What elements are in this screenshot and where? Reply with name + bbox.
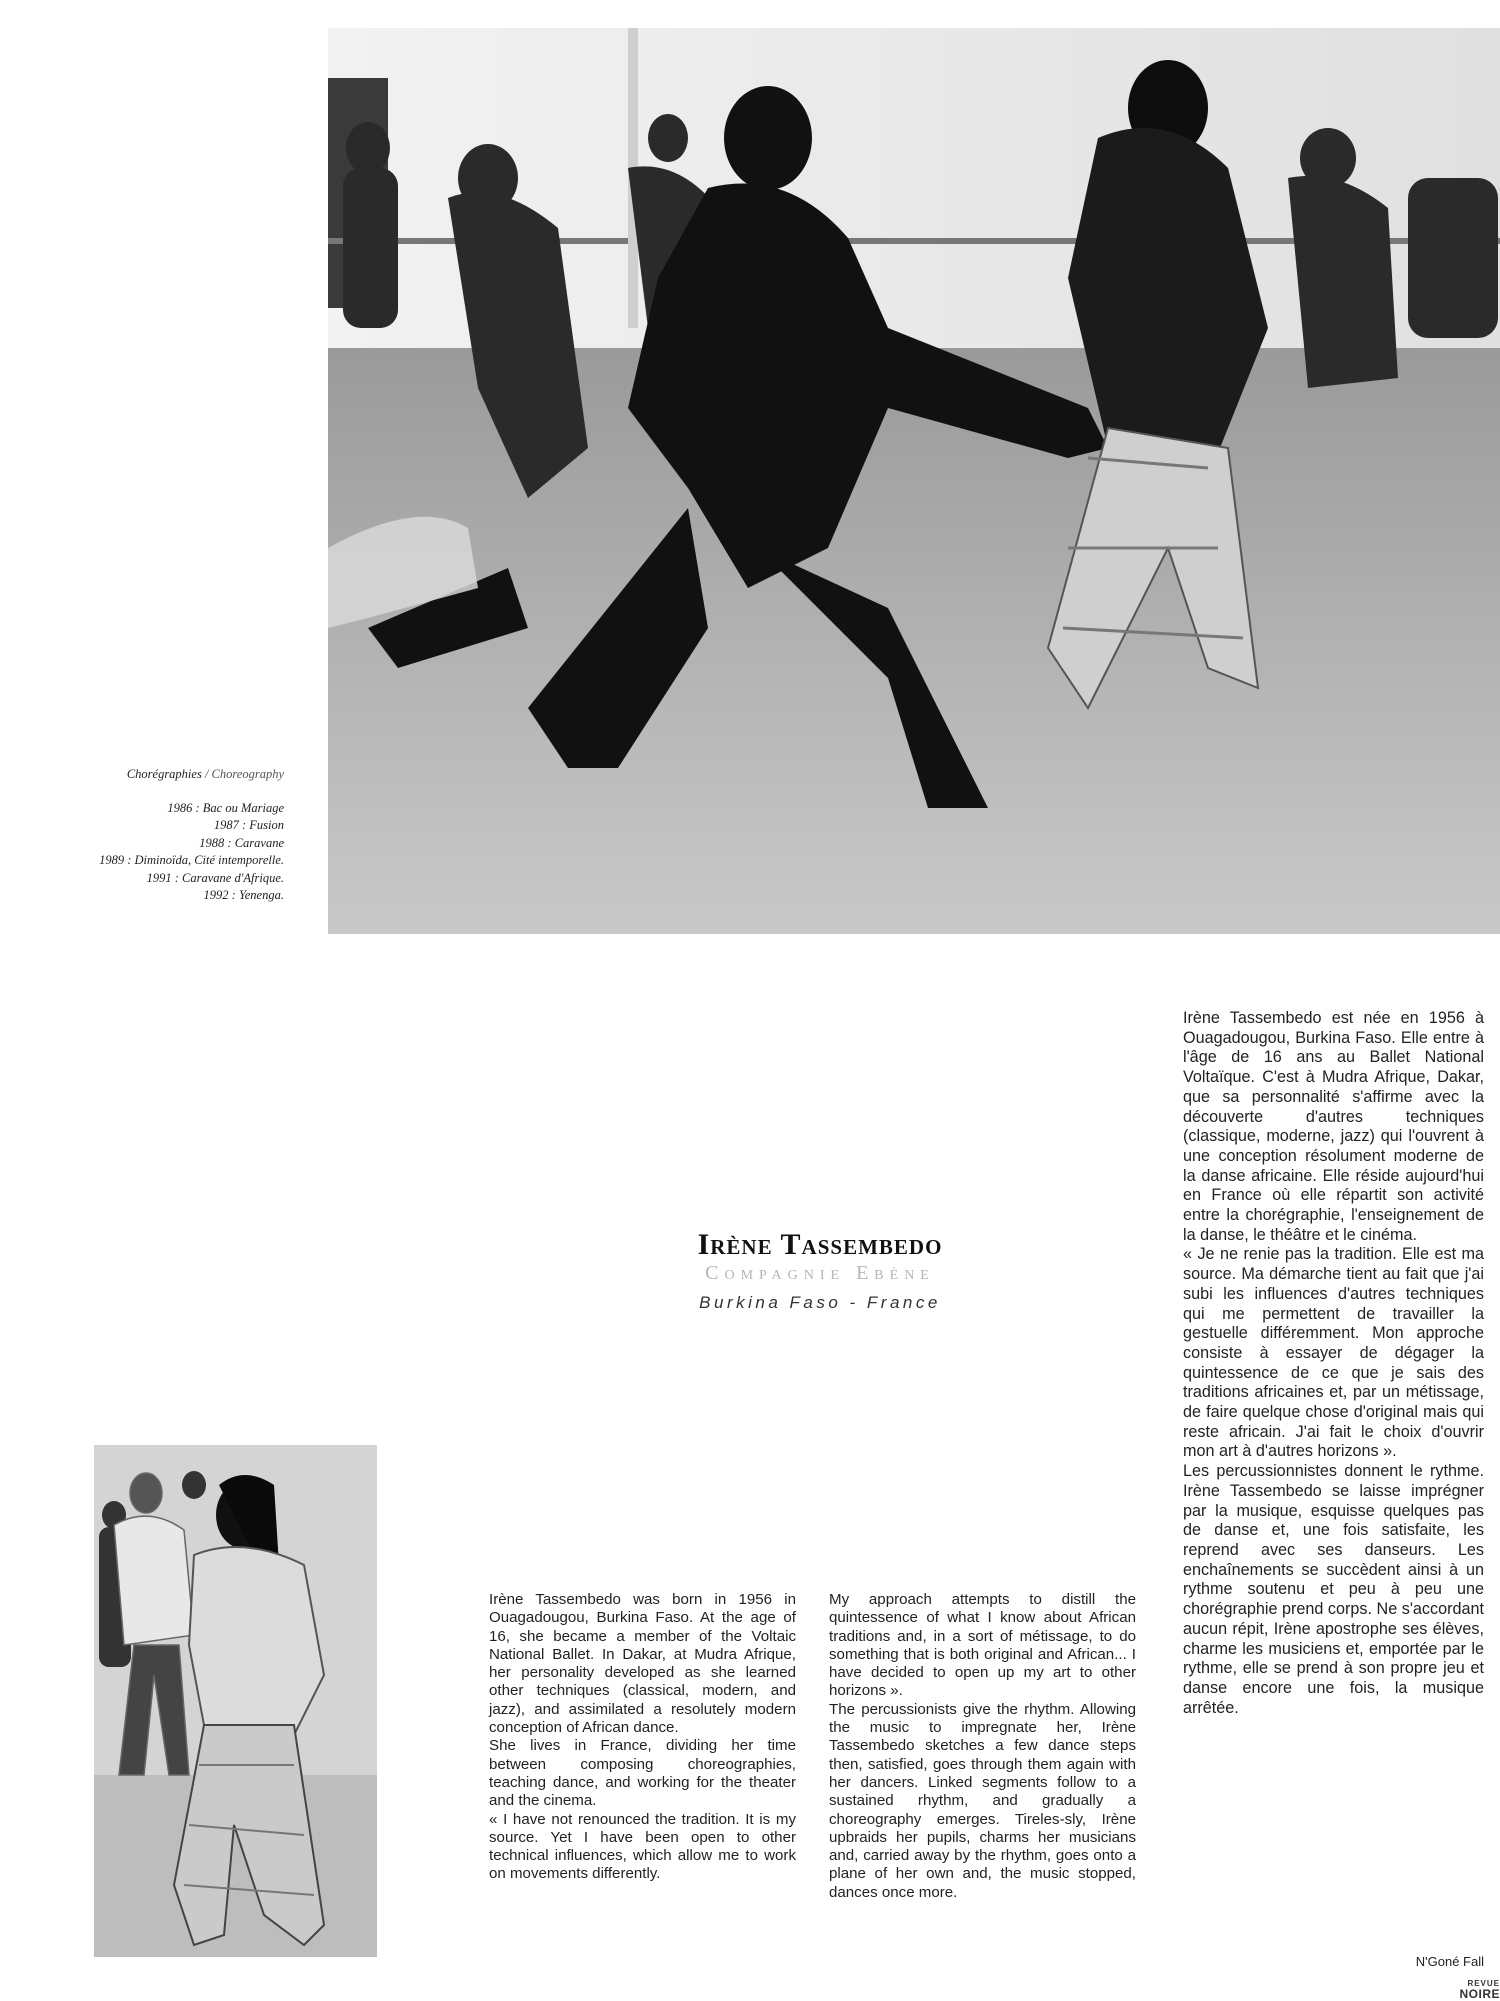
choreography-heading — [99, 766, 284, 784]
choreography-heading-en: Choreography — [211, 767, 284, 781]
english-paragraph: The percussionists give the rhythm. Allowing the music to impregnate her, Irène Tassembedo sketches a few dance steps then, satisfied, goes through them again with her dancers. Linked segments follow to a sustained rhythm, and gradually a choreography emerges. Tireles-sly, Irène upbraids her pupils, charms her musicians and, carried away by the rhythm, goes onto a plane of her own and, the music stopped, dances once more. — [829, 1700, 1136, 1901]
english-paragraph: She lives in France, dividing her time between composing choreographies, teaching dance, and working for the theater and the cinema. — [489, 1737, 796, 1810]
english-paragraph: Irène Tassembedo was born in 1956 in Ouagadougou, Burkina Faso. At the age of 16, she became a member of the Voltaic National Ballet. In Dakar, at Mudra Afrique, her personality developed as she learned other techniques (classical, modern, and jazz), and assimilated a resolutely modern conception of African dance. — [489, 1591, 796, 1737]
choreography-item: 1992 : Yenenga. — [203, 888, 284, 902]
artist-name: Irène Tassembedo — [697, 1228, 943, 1261]
company-name: Compagnie Ebène — [705, 1262, 935, 1284]
choreography-item: 1988 : Caravane — [199, 835, 284, 850]
main-dance-photo — [328, 28, 1500, 934]
choreography-list — [99, 766, 284, 905]
french-paragraph: « Je ne renie pas la tradition. Elle est ma source. Ma démarche tient au fait que j'ai subi les influences d'autres techniques qui me permettent de travailler la gestuelle différemment. Mon approche consiste à essayer de dégager la quintessence de ce que je sais des traditions africaines et, par un métissage, de faire quelque chose d'original mais qui reste africain. J'ai fait le choix d'ouvrir mon art à d'autres horizons ». — [1183, 1245, 1484, 1461]
english-paragraph: « I have not renounced the tradition. It is my source. Yet I have been open to other technical influences, which allow me to work on movements differently. — [489, 1810, 796, 1883]
magazine-logo-bottom: NOIRE — [1459, 1987, 1500, 2001]
choreography-item: 1991 : Caravane d'Afrique. — [146, 870, 284, 885]
english-text-column-1 — [489, 1591, 796, 1884]
main-dance-photo-image — [328, 28, 1500, 934]
choreography-item: 1989 : Diminoïda, Cité intemporelle. — [99, 853, 284, 867]
english-paragraph: My approach attempts to distill the quintessence of what I know about African traditions and, in a sort of métissage, to do something that is both original and African... I have decided to open up my art to other horizons ». — [829, 1591, 1136, 1700]
french-paragraph: Les percussionnistes donnent le rythme. Irène Tassembedo se laisse imprégner par la musique, esquisse quelques pas de danse et, une fois satisfaite, les reprend avec ses danseurs. Les enchaînements se succèdent ainsi à un rythme soutenu et peu à peu une chorégraphie prend corps. Ne s'accordant aucun répit, Irène apostrophe ses élèves, charme les musiciens et, emportée par le rythme, elle se prend à son propre jeu et danse encore une fois, la musique arrêtée. — [1183, 1462, 1484, 1717]
magazine-logo — [1456, 1979, 1500, 2000]
french-text-column — [1183, 1009, 1484, 1718]
magazine-logo-top: REVUE — [1467, 1979, 1500, 1988]
french-paragraph: Irène Tassembedo est née en 1956 à Ouagadougou, Burkina Faso. Elle entre à l'âge de 16 ans au Ballet National Voltaïque. C'est à Mudra Afrique, Dakar, que sa personnalité s'affirme avec la découverte d'autres techniques (classique, moderne, jazz) qui l'ouvrent à une conception résolument moderne de la danse africaine. Elle réside aujourd'hui en France où elle répartit son activité entre la chorégraphie, l'enseignement de la danse, le théâtre et le cinéma. — [1183, 1009, 1484, 1244]
small-dance-photo-image — [94, 1445, 377, 1957]
english-text-column-2 — [829, 1591, 1136, 1902]
choreography-heading-separator: / — [201, 767, 212, 781]
article-title-block — [570, 1228, 1070, 1313]
country-line: Burkina Faso - France — [699, 1293, 941, 1312]
small-dance-photo — [94, 1445, 377, 1957]
choreography-item: 1986 : Bac ou Mariage — [167, 800, 284, 815]
choreography-item: 1987 : Fusion — [213, 818, 284, 832]
choreography-heading-fr: Chorégraphies — [126, 767, 202, 781]
author-signature: N'Goné Fall — [1415, 1954, 1484, 1969]
